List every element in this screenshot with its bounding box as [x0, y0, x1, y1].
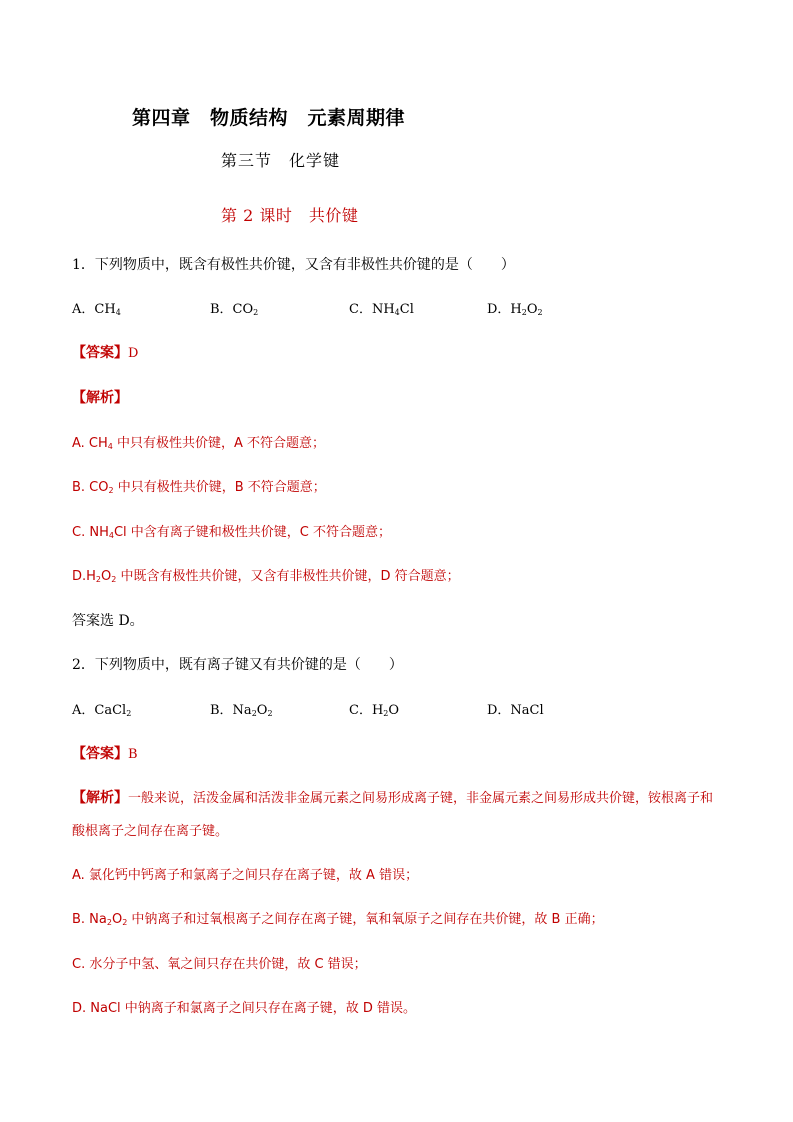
q2-answer: 【答案】B	[72, 746, 138, 762]
q1-analysis-line-d: $D.H_2O_2$ 中既含有极性共价键，又含有非极性共价键，D 符合题意；	[72, 569, 460, 584]
q2-option-b: B．$Na_2O_2$	[210, 703, 273, 718]
q1-option-a: A．$CH_4$	[72, 302, 121, 317]
q1-analysis-line-b: B. $CO_2$ 中只有极性共价键，B 不符合题意；	[72, 480, 326, 495]
lesson-title: 第 2 课时 共价键	[221, 206, 359, 225]
q1-analysis-label: 【解析】	[72, 390, 128, 406]
q2-analysis-line-c: C. 水分子中氢、氧之间只存在共价键，故 C 错误；	[72, 957, 367, 972]
question-1-stem: 1．下列物质中，既含有极性共价键，又含有非极性共价键的是（ ）	[72, 257, 515, 273]
q1-option-c: C．$NH_4Cl$	[349, 302, 414, 317]
q1-option-b: B．$CO_2$	[210, 302, 259, 317]
q2-analysis-line-a: A. 氯化钙中钙离子和氯离子之间只存在离子键，故 A 错误；	[72, 868, 419, 883]
q2-option-d: D．NaCl	[487, 703, 544, 718]
q2-option-c: C．$H_2O$	[349, 703, 400, 718]
q1-conclusion: 答案选 D。	[72, 613, 144, 629]
q2-analysis-line-b: B. $Na_2O_2$ 中钠离子和过氧根离子之间存在离子键，氧和氧原子之间存在共价键，故 B 正确；	[72, 912, 604, 927]
question-2-stem: 2．下列物质中，既有离子键又有共价键的是（ ）	[72, 657, 403, 673]
q2-analysis-line-d: D. NaCl 中钠离子和氯离子之间只存在离子键，故 D 错误。	[72, 1001, 417, 1016]
q2-option-a: A．CaCl$_2$	[72, 703, 132, 718]
q1-answer: 【答案】D	[72, 345, 139, 361]
chapter-title: 第四章 物质结构 元素周期律	[132, 107, 406, 129]
q2-analysis: 【解析】一般来说，活泼金属和活泼非金属元素之间易形成离子键，非金属元素之间易形成共价键，铵根离子和酸根离子之间存在离子键。	[72, 790, 714, 839]
section-title: 第三节 化学键	[221, 151, 341, 170]
q1-option-d: D．$H_2O_2$	[487, 302, 543, 317]
q1-analysis-line-a: A. $CH_4$ 中只有极性共价键，A 不符合题意；	[72, 436, 326, 451]
q1-analysis-line-c: C. $NH_4Cl$ 中含有离子键和极性共价键，C 不符合题意；	[72, 525, 391, 540]
